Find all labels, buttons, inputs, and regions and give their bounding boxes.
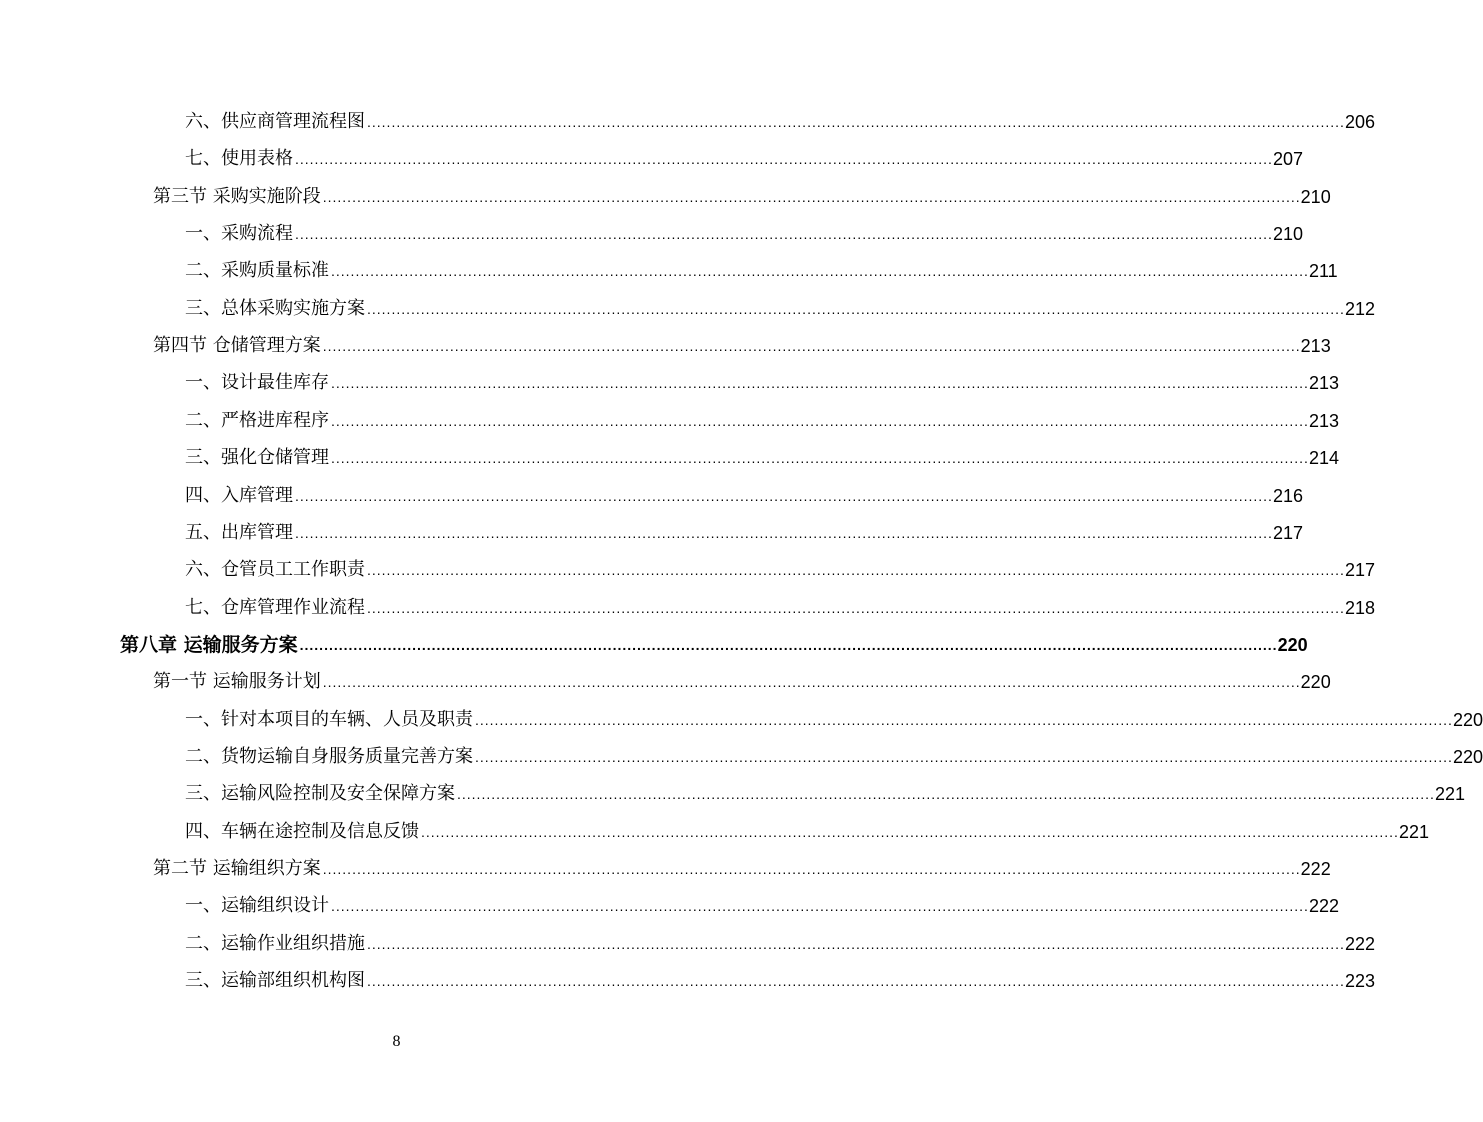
dot-leader: ........................................................................................................................................................................................................ bbox=[322, 188, 1301, 205]
toc-entry-title: 第三节 采购实施阶段 bbox=[153, 185, 321, 207]
toc-entry-item[interactable] bbox=[185, 362, 1339, 394]
toc-entry-title: 三、总体采购实施方案 bbox=[185, 297, 365, 319]
toc-entry-title: 三、运输风险控制及安全保障方案 bbox=[185, 783, 455, 805]
toc-entry-title: 五、出库管理 bbox=[185, 521, 293, 543]
toc-entry-page: 220 bbox=[1452, 709, 1483, 730]
toc-entry-title: 四、入库管理 bbox=[185, 484, 293, 506]
toc-entry-title: 六、供应商管理流程图 bbox=[185, 111, 365, 132]
toc-entry-page: 220 bbox=[1452, 746, 1483, 767]
dot-leader: ........................................................................................................................................................................................................ bbox=[295, 151, 1273, 168]
dot-leader: ........................................................................................................................................................................................................ bbox=[295, 487, 1273, 504]
dot-leader: ........................................................................................................................................................................................................ bbox=[367, 562, 1345, 579]
toc-entry-page: 218 bbox=[1344, 597, 1375, 618]
dot-leader: ........................................................................................................................................................................................................ bbox=[331, 263, 1309, 280]
toc-entry-item[interactable] bbox=[185, 811, 1429, 843]
toc-entry-item[interactable] bbox=[185, 773, 1465, 805]
toc-entry-title: 七、使用表格 bbox=[185, 148, 293, 170]
toc-entry-item[interactable] bbox=[185, 400, 1339, 432]
toc-entry-item[interactable] bbox=[185, 250, 1338, 282]
dot-leader: ........................................................................................................................................................................................................ bbox=[331, 898, 1309, 915]
toc-entry-page: 222 bbox=[1344, 933, 1375, 954]
toc-entry-title: 一、运输组织设计 bbox=[185, 895, 329, 917]
toc-entry-page: 222 bbox=[1300, 859, 1331, 879]
toc-entry-section[interactable] bbox=[153, 176, 1331, 208]
toc-entry-page: 222 bbox=[1308, 896, 1339, 917]
toc-entry-title: 二、采购质量标准 bbox=[185, 260, 329, 282]
toc-entry-title: 二、严格进库程序 bbox=[185, 409, 329, 431]
dot-leader: ........................................................................................................................................................................................................ bbox=[367, 973, 1345, 990]
toc-entry-title: 七、仓库管理作业流程 bbox=[185, 596, 365, 618]
toc-entry-title: 四、车辆在途控制及信息反馈 bbox=[185, 820, 419, 842]
toc-entry-title: 第一节 运输服务计划 bbox=[153, 671, 321, 693]
toc-entry-item[interactable] bbox=[185, 288, 1375, 320]
dot-leader: ........................................................................................................................................................................................................ bbox=[367, 599, 1345, 616]
dot-leader: ........................................................................................................................................................................................................ bbox=[457, 786, 1435, 803]
toc-entry-section[interactable] bbox=[153, 848, 1331, 880]
dot-leader: ........................................................................................................................................................................................................ bbox=[322, 674, 1301, 691]
dot-leader: ........................................................................................................................................................................................................ bbox=[475, 748, 1453, 765]
dot-leader: ........................................................................................................................................................................................................ bbox=[367, 300, 1345, 317]
toc-entry-item[interactable] bbox=[185, 213, 1303, 245]
dot-leader: ........................................................................................................................................................................................................ bbox=[421, 823, 1399, 840]
dot-leader: ........................................................................................................................................................................................................ bbox=[331, 450, 1309, 467]
toc-entry-title: 第八章 运输服务方案 bbox=[120, 633, 298, 656]
toc-entry-title: 第四节 仓储管理方案 bbox=[153, 335, 321, 357]
toc-entry-title: 一、采购流程 bbox=[185, 223, 293, 245]
toc-entry-page: 220 bbox=[1300, 672, 1331, 693]
toc-entry-chapter[interactable] bbox=[120, 624, 1308, 656]
toc-entry-page: 217 bbox=[1272, 522, 1303, 543]
toc-entry-item[interactable] bbox=[185, 699, 1483, 731]
dot-leader: ........................................................................................................................................................................................................ bbox=[295, 226, 1273, 243]
dot-leader: ........................................................................................................................................................................................................ bbox=[295, 524, 1273, 541]
dot-leader: ........................................................................................................................................................................................................ bbox=[331, 412, 1309, 429]
toc-entry-item[interactable] bbox=[185, 101, 1375, 133]
toc-entry-item[interactable] bbox=[185, 587, 1375, 619]
toc-entry-title: 二、货物运输自身服务质量完善方案 bbox=[185, 745, 473, 767]
toc-entry-item[interactable] bbox=[185, 512, 1303, 544]
toc-entry-title: 三、运输部组织机构图 bbox=[185, 970, 365, 992]
toc-entry-page: 221 bbox=[1398, 821, 1429, 842]
toc-entry-page: 213 bbox=[1308, 373, 1339, 394]
toc-entry-item[interactable] bbox=[185, 960, 1375, 992]
dot-leader: ........................................................................................................................................................................................................ bbox=[367, 114, 1345, 130]
toc-entry-item[interactable] bbox=[185, 736, 1483, 768]
page-number: 8 bbox=[392, 1033, 401, 1050]
toc-entry-page: 213 bbox=[1308, 410, 1339, 431]
toc-entry-item[interactable] bbox=[185, 885, 1339, 917]
toc-entry-item[interactable] bbox=[185, 437, 1339, 469]
dot-leader: ........................................................................................................................................................................................................ bbox=[331, 375, 1309, 392]
toc-entry-page: 210 bbox=[1300, 186, 1331, 207]
toc-entry-section[interactable] bbox=[153, 325, 1331, 357]
toc-entry-page: 210 bbox=[1272, 224, 1303, 245]
toc-entry-item[interactable] bbox=[185, 923, 1375, 955]
toc-entry-section[interactable] bbox=[153, 661, 1331, 693]
toc-entry-page: 206 bbox=[1344, 112, 1375, 132]
toc-entry-title: 一、设计最佳库存 bbox=[185, 372, 329, 394]
dot-leader: ........................................................................................................................................................................................................ bbox=[322, 861, 1301, 877]
toc-entry-title: 三、强化仓储管理 bbox=[185, 447, 329, 469]
dot-leader: ........................................................................................................................................................................................................ bbox=[299, 636, 1278, 653]
toc-entry-page: 221 bbox=[1434, 784, 1465, 805]
toc-entry-item[interactable] bbox=[185, 549, 1375, 581]
toc-entry-title: 一、针对本项目的车辆、人员及职责 bbox=[185, 708, 473, 730]
toc-entry-page: 223 bbox=[1344, 971, 1375, 992]
toc-entry-page: 213 bbox=[1300, 336, 1331, 357]
toc-entry-page: 207 bbox=[1272, 149, 1303, 170]
toc-entry-page: 220 bbox=[1277, 634, 1308, 655]
dot-leader: ........................................................................................................................................................................................................ bbox=[475, 711, 1453, 728]
toc-entry-page: 211 bbox=[1308, 261, 1338, 282]
toc-entry-page: 214 bbox=[1308, 448, 1339, 469]
toc-entry-page: 217 bbox=[1344, 560, 1375, 581]
toc-entry-page: 216 bbox=[1272, 485, 1303, 506]
toc-entry-title: 六、仓管员工工作职责 bbox=[185, 559, 365, 581]
toc-entry-item[interactable] bbox=[185, 475, 1303, 507]
dot-leader: ........................................................................................................................................................................................................ bbox=[367, 935, 1345, 952]
dot-leader: ........................................................................................................................................................................................................ bbox=[322, 338, 1301, 355]
toc-entry-title: 第二节 运输组织方案 bbox=[153, 858, 321, 879]
toc-entry-item[interactable] bbox=[185, 138, 1303, 170]
toc-entry-page: 212 bbox=[1344, 298, 1375, 319]
toc-entry-title: 二、运输作业组织措施 bbox=[185, 932, 365, 954]
